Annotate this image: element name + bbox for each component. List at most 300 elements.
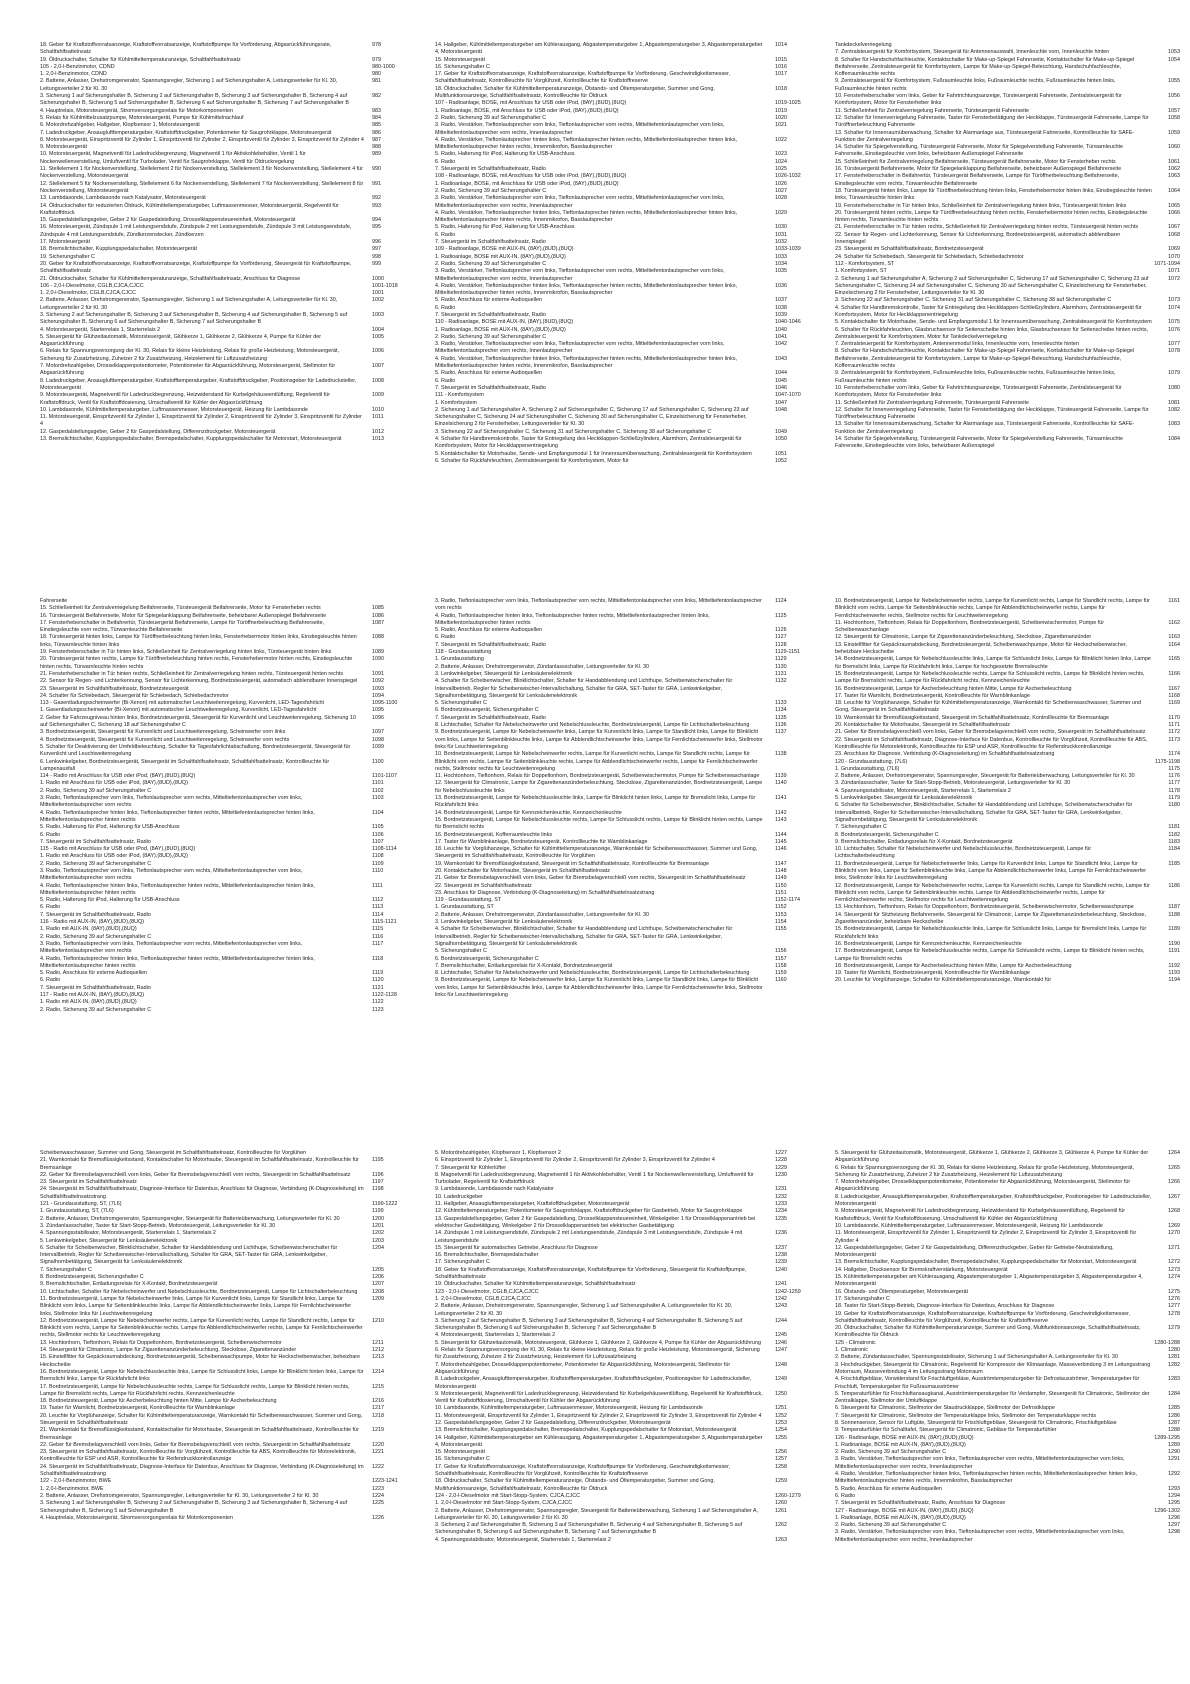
entry-text: 18. Bordnetzsteuergerät, Lampe für Ascherbeleuchtung hinten Mitte, Lampe für Ascherbeleuchtung	[40, 1398, 277, 1405]
entry-page: 1089	[372, 649, 384, 656]
index-entry	[835, 802, 1180, 824]
index-entry	[40, 1267, 406, 1274]
index-entry	[435, 715, 809, 722]
entry-text: 9. Lambdasonde, Lambdasonde nach Katalysator	[435, 1186, 554, 1193]
index-entry	[835, 941, 1180, 948]
entry-page: 1152-1174	[775, 897, 800, 904]
entry-page: 1108-1114	[372, 846, 397, 853]
entry-page: 1281	[1168, 1354, 1180, 1361]
index-entry	[435, 751, 809, 773]
entry-text: 11. Hallgeber, Ansauglufttemperaturgeber, Kraftstoffdruckgeber, Motorsteuergerät	[435, 1201, 630, 1208]
entry-text: 4. Radio, Tieftonlautsprecher hinten links, Tieftonlautsprecher hinten rechts, Mitteltiefentonlautsprecher hinten links, Mitteltiefentonlautsprecher hinten rechts	[40, 882, 315, 896]
entry-page: 1216	[372, 1398, 384, 1405]
entry-page: 1215	[372, 1383, 384, 1390]
entry-page: 1171	[1168, 722, 1180, 729]
entry-text: 9. Bremslichtschalter, Entladungsrelais für X-Kontakt, Bordnetzsteuergerät	[835, 838, 1013, 845]
entry-page: 1126	[775, 627, 787, 634]
entry-page: 1192	[1168, 962, 1180, 969]
entry-page: 1179	[1168, 795, 1180, 802]
index-entry	[435, 904, 809, 911]
index-entry	[40, 861, 406, 868]
index-entry	[835, 795, 1180, 802]
entry-page: 1007	[372, 363, 384, 370]
entry-text: 5. Temperaturfühler für Frischluftansaugkanal, Ausströmtemperaturgeber für Verdampfer, Steuergerät für Climatronic, Stellmotor der Zentralklappe, Stellmotor der Umluftklappe	[835, 1390, 1150, 1405]
entry-page: 1278	[1168, 1310, 1180, 1317]
entry-page: 1035	[775, 268, 787, 275]
entry-page: 995	[372, 224, 381, 231]
index-entry	[435, 451, 809, 458]
entry-page: 1092	[372, 678, 384, 685]
index-entry	[835, 1208, 1180, 1223]
entry-page: 1061	[1168, 158, 1180, 165]
index-entry	[40, 999, 406, 1006]
entry-text: 7. Steuergerät im Schaltfahlfsattelnsatz, Radio	[40, 838, 151, 845]
entry-page: 1200	[372, 1215, 384, 1222]
entry-text: 3. Radio, Verstärker, Tieftonlautsprecher vorn links, Tieftonlautsprecher vorn rechts, Mitteltiefentonlautsprecher vorn links, Mitteltiefentonlautsprecher vorn rechts, Innenlautsprecher	[435, 122, 725, 136]
entry-text: 1. Gasentladungsscheinwerfer (Bi-Xenon) mit automatischer Leuchtweitenregelung, Kurvenlicht, LED-Tagesfahrlicht	[40, 707, 317, 714]
entry-text: 1. Radioanlage, BOSE, mit Anschluss für USB oder iPod, (8AY),(8UD),(8UQ)	[435, 180, 619, 187]
entry-page: 1103	[372, 795, 384, 802]
index-entry	[40, 1230, 406, 1237]
index-entry	[40, 970, 406, 977]
index-column	[835, 1150, 1180, 1670]
entry-page: 1166	[1168, 670, 1180, 677]
entry-page: 1164	[1168, 641, 1180, 648]
index-entry	[435, 341, 809, 356]
index-entry	[435, 846, 809, 861]
entry-page: 1049	[775, 428, 787, 435]
entry-text: 5. Radio, Halterung für iPod, Halterung für USB-Anschluss	[40, 824, 180, 831]
entry-page: 1112	[372, 897, 384, 904]
entry-page: 1036	[775, 282, 787, 289]
entry-page: 1070	[1168, 253, 1180, 260]
entry-text: 15. Steuergerät für automatisches Getriebe, Anschluss für Diagnose	[435, 1244, 598, 1251]
index-entry	[40, 254, 406, 261]
entry-text: Scheibenwaschwasser, Summer und Gong, Steuergerät im Schaltfahlfsattelnsatz, Kontrollleuchte für Vorglühen	[40, 1150, 307, 1156]
entry-page: 1013	[372, 436, 384, 443]
index-entry	[40, 737, 406, 744]
entry-page: 1105	[372, 824, 384, 831]
index-entry	[40, 634, 406, 649]
entry-page: 1026	[775, 180, 787, 187]
entry-text: 19. Fensterheberschalter in Tür hinten links, Schließeinheit für Zentralverriegelung hinten links, Türsteuergerät hinten links	[40, 649, 332, 656]
entry-text: 3. Zündanlassschalter, Taster für Start-Stopp-Betrieb, Motorsteuergerät, Leitungsverteiler für Kl. 30	[40, 1222, 276, 1229]
entry-text: 8. Magnetventil für Ladedruckbegrenzung, Magnetventil 1 für Aktivkohlebehälter, Ventil 1 für Nockenwellenverstellung, Umluftventil für Turbolader, Regelventil für Kraftstoffdruck	[435, 1171, 754, 1186]
entry-page: 1292	[1168, 1471, 1180, 1478]
entry-text: 6. Einspritzventil für Zylinder 1, Einspritzventil für Zylinder 2, Einspritzventil für Zylinder 3, Einspritzventil für Zylinder 4	[435, 1157, 715, 1164]
entry-page: 981	[372, 78, 381, 85]
index-entry	[835, 1223, 1180, 1230]
entry-page: 1253	[775, 1419, 787, 1426]
entry-text: 10. Lambdasonde, Kühlmitteltemperaturgeber, Luftmassenmesser, Motorsteuergerät, Heizung für Lambdasonde	[40, 406, 308, 413]
index-entry	[40, 261, 406, 276]
index-entry	[40, 1179, 406, 1186]
entry-page: 1240	[775, 1266, 787, 1273]
entry-page: 1012	[372, 428, 384, 435]
index-entry	[40, 926, 406, 933]
index-entry	[435, 598, 809, 613]
index-entry	[40, 1369, 406, 1384]
entry-page: 1091	[372, 670, 384, 677]
entry-page: 1043	[775, 355, 787, 362]
entry-page: 1177	[1168, 780, 1180, 787]
index-entry	[435, 385, 809, 392]
entry-text: 19. Öldruckschalter, Schalter für Kühlmitteltemperaturanzeige, Schaltfahlfsattelnsatz	[40, 56, 241, 63]
index-entry	[435, 429, 809, 436]
entry-text: 115 - Radio mit Anschluss für USB oder iPod, (8AY),(8UD),(8UQ)	[40, 846, 196, 853]
index-entry	[435, 773, 809, 780]
index-entry	[835, 224, 1180, 231]
index-entry	[435, 729, 809, 751]
entry-page: 1227	[775, 1150, 787, 1156]
entry-page: 1211	[372, 1339, 384, 1346]
entry-text: 3. Radio, Tieftonlautsprecher vorn links, Tieftonlautsprecher vorn rechts, Mitteltiefentonlautsprecher vorn links, Mitteltiefentonlautsprecher vorn rechts	[40, 940, 303, 955]
entry-text: 5. Radio, Anschluss für externe Audioquellen	[40, 970, 147, 977]
entry-text: 15. Bordnetzsteuergerät, Lampe für Nebelschlussleuchte rechts, Lampe für Schlusslicht rechts, Lampe für Blinklicht hinten rechts, Lampe für Bremslicht rechts, Lampe für Rückfahrlicht rechts, Kennzeichenleuchte	[835, 670, 1145, 685]
index-entry	[435, 817, 809, 832]
index-entry	[435, 926, 809, 948]
entry-text: 5. Motordrehzahlgeber, Klopfsensor 1, Klopfsensor 2	[435, 1150, 561, 1156]
index-entry	[435, 108, 809, 115]
index-entry	[835, 963, 1180, 970]
index-entry	[40, 977, 406, 984]
index-entry	[835, 203, 1180, 210]
entry-text: 8. Motorsteuergerät, Einspritzventil für Zylinder 1, Einspritzventil für Zylinder 2, Einspritzventil für Zylinder 3, Einspritzventil für Zylinder 4	[40, 136, 364, 143]
entry-page: 1121	[372, 984, 384, 991]
index-entry	[835, 144, 1180, 159]
entry-text: 10. Bordnetzsteuergerät, Lampe für Nebelscheinwerfer rechts, Lampe für Kurvenlicht rechts, Lampe für Standlicht rechts, Lampe für Blinklicht vorn rechts, Lampe für Seitenblinkleuchte rechts, Lampe für Abblendlichtscheinwerfer rechts, Lampe für Fernlichtscheinwerfer rechts, Stellmotor rechts für Leuchtweitenregelung	[435, 751, 758, 772]
entry-page: 985	[372, 122, 381, 129]
entry-text: 14. Öldruckschalter für reduzierten Öldruck, Kühlmitteltemperaturgeber, Luftmassenmesser, Motorsteuergerät, Regelventil für Kraftstoffdruck	[40, 202, 339, 216]
entry-text: 18. Öldruckschalter, Schalter für Kühlmitteltemperaturanzeige, Ölstands- und Öltemperaturgeber, Summer und Gong, Multifunktionsanzeige, Schaltfahlfsattelnsatz, Kontrollleuchte für Öldruck	[435, 85, 715, 100]
entry-page: 1025	[775, 166, 787, 173]
index-entry	[835, 1500, 1180, 1507]
entry-page: 1263	[775, 1536, 787, 1543]
index-entry	[835, 108, 1180, 115]
entry-page: 1019-1025	[775, 100, 801, 107]
entry-text: 20. Türsteuergerät hinten rechts, Lampe für Türöffnerbeleuchtung hinten rechts, Fensterhebermotor hinten rechts, Einstiegsleuchte hinten rechts, Türwarnleuchte hinten rechts	[40, 656, 353, 670]
index-entry	[435, 810, 809, 817]
index-entry	[835, 1296, 1180, 1303]
entry-page: 1246	[775, 1339, 787, 1346]
index-entry	[835, 1259, 1180, 1266]
entry-page: 1235	[775, 1215, 787, 1222]
entry-text: 121 - Grundausstattung, ST, (7L6)	[40, 1201, 122, 1208]
entry-text: 9. Motorsteuergerät, Magnetventil für Ladedruckbegrenzung, Heizwiderstand für Kurbelgehäuseentlüftung, Regelventil für Kraftstoffdruck, Ventil für Kraftstoffdosierung, Umschaltventil für Kühler der Abgasrückführung	[835, 1208, 1126, 1222]
entry-text: 1. Grundausstattung, ST	[435, 904, 494, 911]
index-entry	[435, 268, 809, 283]
index-entry	[40, 1405, 406, 1412]
index-entry	[835, 115, 1180, 130]
entry-page: 1045	[775, 377, 787, 384]
entry-text: 3. Lenkwinkelgeber, Steuergerät für Lenksäulenelektronik	[435, 919, 573, 926]
index-entry	[835, 722, 1180, 729]
index-entry	[835, 1391, 1180, 1406]
index-entry	[835, 824, 1180, 831]
entry-text: 6. Steuergerät für Climatronic, Stellmotor der Staudruckklappe, Stellmotor der Defrostklappe	[835, 1405, 1055, 1412]
entry-text: 6. Radio	[835, 1492, 856, 1499]
entry-page: 1250	[775, 1390, 787, 1397]
index-entry	[40, 1486, 406, 1493]
entry-page: 1116	[372, 933, 384, 940]
index-entry	[435, 1500, 809, 1507]
entry-page: 1068	[1168, 231, 1180, 238]
entry-text: 2. Radio, Sicherung 39 auf Sicherungshalter C	[435, 187, 547, 194]
index-entry	[40, 115, 406, 122]
entry-page: 1029	[775, 209, 787, 216]
entry-text: 110 - Radioanlage, BOSE mit AUX-IN, (8AY),(8UD),(8UQ)	[435, 319, 574, 326]
entry-text: 2. Radio, Sicherung 39 auf Sicherungshalter C	[40, 860, 152, 867]
entry-text: 2. Batterie, Anlasser, Drehstromgenerator, Zündanlassschalter, Leitungsverteiler für Kl. 30	[435, 663, 649, 670]
index-entry	[435, 392, 809, 399]
entry-page: 1054	[1168, 56, 1180, 63]
entry-text: 5. Lenkwinkelgeber, Steuergerät für Lenksäulenelektronik	[835, 795, 973, 802]
index-entry	[40, 839, 406, 846]
index-entry	[40, 224, 406, 239]
entry-text: 17. Taster für Warnlicht, Bordnetzsteuergerät, Kontrollleuchte für Warnblinkanlage	[835, 692, 1030, 699]
entry-page: 1277	[1168, 1303, 1180, 1310]
index-entry	[435, 722, 809, 729]
entry-page: 1088	[372, 634, 384, 641]
entry-text: 20. Leuchte für Vorglühanzeige, Schalter für Kühlmitteltemperaturanzeige, Warnkontakt für Scheibenwaschwasser, Summer und Gong, Steuergerät im Schaltfahlfsattelnsatz	[40, 1412, 363, 1426]
index-entry	[40, 1347, 406, 1354]
entry-text: 14. Schalter für Spiegelverstellung, Türsteuergerät Fahrerseite, Motor für Spiegelverstellung Fahrerseite, Türwarnleuchte Fahrerseite, Einstiegsleuchte vorn links, beheizbarer Außenspiegel Fahrerseite	[835, 144, 1124, 158]
index-entry	[835, 210, 1180, 225]
entry-text: 12. Schalter für Innenverriegelung Fahrerseite, Taster für Fensterbetätigung der Heckklappe, Türsteuergerät Fahrerseite, Lampe für Türöffnerbeleuchtung Fahrerseite	[835, 114, 1149, 129]
entry-text: 21. Fensterheberschalter in Tür hinten rechts, Schließeinheit für Zentralverriegelung hinten rechts, Türsteuergerät hinten rechts	[40, 670, 344, 677]
index-entry	[835, 385, 1180, 400]
entry-page: 1017	[775, 71, 787, 78]
entry-page: 1296	[1168, 1514, 1180, 1521]
entry-text: 12. Steuergerät für Climatronic, Lampe für Zigarettenanzünderbeleuchtung, Steckdose, Zigarettenanzünder, Bordnetzsteuergerät, Lampe für Nebelschlussleuchte links	[435, 780, 763, 794]
entry-page: 1095-1100	[372, 700, 398, 707]
entry-page: 1032	[775, 239, 787, 246]
entry-text: 5. Lenkwinkelgeber, Steuergerät für Lenksäulenelektronik	[40, 1237, 178, 1244]
index-entry	[40, 1296, 406, 1318]
entry-text: 21. Geber für Bremsbelagverschleiß vorn links, Geber für Bremsbelagverschleiß vorn rechts, Steuergerät im Schaltfahlfsattelnsatz	[435, 875, 746, 882]
index-entry	[40, 904, 406, 911]
entry-text: 2. Batterie, Anlasser, Drehstromgenerator, Spannungsregler, Steuergerät für Batterieüberwachung, Leitungsverteiler für Kl. 30	[835, 773, 1135, 780]
entry-text: 4. Frischluftgebläse, Vorwiderstand für Frischluftgebläse, Ausströmtemperaturgeber für Defrostausströmer, Temperaturgeber für Frischluft, Temperaturgeber für Fußraumausströmer	[835, 1376, 1140, 1390]
entry-page: 1264	[1168, 1150, 1180, 1156]
index-entry	[835, 883, 1180, 905]
index-entry	[40, 1398, 406, 1405]
entry-text: 7. Steuergerät für Kühlerlüfter	[435, 1164, 507, 1171]
entry-text: 8. Schalter für Handschuhfachleuchte, Kontaktschalter für Make-up-Spiegel Fahrerseite, Kontaktschalter für Make-up-Spiegel Beifahrerseite, Zentralsteuergerät für Komfortsystem, Lampe für Make-up-Spiegel-Beleuchtung, Handschuhfachleuchte, Kofferraumleuchte rechts	[835, 56, 1135, 78]
entry-text: Tankdeckelverriegelung	[835, 42, 892, 48]
entry-text: 1. Radioanlage, BOSE mit AUX-IN, (8AY),(8UD),(8UQ)	[435, 326, 566, 333]
entry-text: 5. Schalter für Deaktivierung der Umfeldbeleuchtung, Schalter für Tagesfahrlichtabschaltung, Bordnetzsteuergerät, Steuergerät für Kurvenlicht und Leuchtweitenregelung	[40, 743, 351, 758]
entry-text: 4. Schalter für Scheibenwischer, Blinklichtschalter, Schalter für Handabblendung und Lichthupe, Scheibenwischerschalter für Intervallbetrieb, Regler für Scheibenwischer-Intervallschaltung, Schalter für GRA, SET-Taster für GRA, Lenkwinkelgeber, Signalhornbetätigung, Steuergerät für Lenksäulenelektronik	[435, 926, 733, 947]
entry-page: 1248	[775, 1361, 787, 1368]
entry-page: 1106	[372, 831, 384, 838]
entry-text: 18. Taster für Start-Stopp-Betrieb, Diagnose-Interface für Datenbus, Anschluss für Diagnose	[835, 1303, 1055, 1310]
index-entry	[435, 224, 809, 231]
entry-page: 1185	[1168, 860, 1180, 867]
index-entry	[40, 71, 406, 78]
index-entry	[835, 261, 1180, 268]
entry-text: 18. Geber für Kraftstoffvorratsanzeige, Kraftstoffvorratsanzeige, Kraftstoffpumpe für Vorförderung, Steuergerät für Kraftstoffpumpe, Schaltfahlfsattelnsatz	[435, 1266, 747, 1281]
entry-text: 4. Spannungsstabilisator, Motorsteuergerät, Starterrelais 1, Starterrelais 2	[40, 1230, 216, 1237]
entry-page: 1202	[372, 1230, 384, 1237]
index-entry	[40, 1464, 406, 1479]
index-entry	[435, 254, 809, 261]
index-entry	[835, 598, 1180, 620]
entry-text: 18. Bordnetzsteuergerät, Lampe für Ascherbeleuchtung hinten Mitte, Lampe für Ascherbeleuchtung	[835, 962, 1072, 969]
entry-page: 1275	[1168, 1288, 1180, 1295]
index-entry	[435, 232, 809, 239]
entry-page: 1231	[775, 1186, 787, 1193]
entry-page: 1030	[775, 224, 787, 231]
index-entry	[835, 1194, 1180, 1209]
entry-text: 4. Bordnetzsteuergerät, Steuergerät für Kurvenlicht und Leuchtweitenregelung, Scheinwerfer vorn rechts	[40, 736, 290, 743]
entry-text: 19. Öldruckschalter, Schalter für Kühlmitteltemperaturanzeige, Schaltfahlfsattelnsatz	[435, 1281, 636, 1288]
index-entry	[835, 686, 1180, 693]
entry-page: 1062	[1168, 166, 1180, 173]
index-entry	[40, 1384, 406, 1399]
index-entry	[835, 173, 1180, 188]
index-entry	[435, 671, 809, 678]
entry-page: 1107	[372, 838, 384, 845]
entry-text: 2. Batterie, Anlasser, Drehstromgenerator, Spannungsregler, Steuergerät für Batterieüberwachung, Leitungsverteiler für Kl. 30	[40, 1215, 340, 1222]
entry-page: 1047	[775, 399, 787, 406]
entry-text: 7. Steuergerät im Schaltfahlfsattelnsatz, Radio	[435, 641, 546, 648]
entry-page: 1019	[775, 107, 787, 114]
entry-page: 1197	[372, 1179, 384, 1186]
entry-text: 10. Fensterheberschalter vorn links, Geber für Fahrtrichtungsanzeige, Türsteuergerät Fahrerseite, Zentralsteuergerät für Komfortsystem, Motor für Fensterheber links	[835, 93, 1122, 107]
entry-page: 988	[372, 144, 381, 151]
index-entry	[435, 1391, 809, 1406]
entry-text: 2. Radio, Sicherung 39 auf Sicherungshalter C	[435, 260, 547, 267]
index-entry	[40, 1500, 406, 1515]
entry-page: 1084	[1168, 436, 1180, 443]
entry-page: 1078	[1168, 348, 1180, 355]
entry-text: 2. Sicherung 1 auf Sicherungshalter A, Sicherung 2 auf Sicherungshalter C, Sicherung 17 auf Sicherungshalter C, Sicherung 23 auf Sicherungshalter C, Sicherung 24 auf Sicherungshalter C, Sicherung 30 auf Sicherungshalter C, Einzelsicherung für Fensterheber, Einzelsicherung 2 für Fensterheber, Leitungsverteiler für Kl. 30	[435, 406, 749, 428]
index-entry	[40, 64, 406, 71]
index-entry	[435, 188, 809, 195]
entry-page: 1269	[1168, 1222, 1180, 1229]
entry-text: 16. Bordnetzsteuergerät, Lampe für Ascherbeleuchtung hinten Mitte, Lampe für Ascherbeleuchtung	[835, 685, 1072, 692]
entry-text: 6. Schalter für Rückfahrleuchten, Glasbruchsensor für Seitenscheibe hinten links, Glasbruchsensor für Seitenscheibe hinten rechts, Zentralsteuergerät für Komfortsystem, Motor für Tankdeckelverriegelung	[835, 326, 1149, 340]
entry-text: 4. Radio, Verstärker, Tieftonlautsprecher hinten links, Tieftonlautsprecher hinten rechts, Mitteltiefentonlautsprecher hinten links, Mitteltiefentonlautsprecher hinten rechts, Innenmikrofon, Basslautsprecher	[435, 136, 738, 151]
index-entry	[435, 613, 809, 628]
entry-page: 1205	[372, 1266, 384, 1273]
entry-page: 1259	[775, 1478, 787, 1485]
index-entry	[435, 1267, 809, 1282]
index-entry	[40, 1274, 406, 1281]
entry-text: 3. Sicherung 22 auf Sicherungshalter C, Sicherung 31 auf Sicherungshalter C, Sicherung 38 auf Sicherungshalter C	[435, 428, 712, 435]
index-entry	[435, 795, 809, 810]
entry-text: 1. 2,0-l-Dieselmotor, CGLB,CJCA,CJCC	[435, 1295, 531, 1302]
entry-page: 998	[372, 253, 381, 260]
entry-page: 1283	[1168, 1376, 1180, 1383]
entry-page: 1207	[372, 1281, 384, 1288]
entry-text: 2. Batterie, Anlasser, Drehstromgenerator, Spannungsregler, Steuergerät für Batterieüberwachung, Sicherung 1 auf Sicherungshalter A, Leitungsverteiler für Kl. 30, Leitungsverteiler 2 für Kl. 30	[435, 1507, 759, 1521]
entry-page: 1125	[775, 612, 787, 619]
index-entry	[435, 1347, 809, 1362]
index-entry	[40, 773, 406, 780]
index-entry	[40, 122, 406, 129]
entry-text: 124 - 2,0-l-Dieselmotor mit Start-Stopp-System, CJCA,CJCC	[435, 1492, 580, 1499]
entry-text: 1. Grundausstattung, ST, (7L6)	[40, 1208, 114, 1215]
entry-text: 6. Relais für Spannungsversorgung der Kl. 30, Relais für kleine Heizleistung, Relais für große Heizleistung, Motorsteuergerät, Sicherung für Zusatzheizung, Zuheizer 2 für Zusatzheizung, Heizelement für Luftzusatzheizung	[40, 348, 340, 362]
index-entry	[435, 839, 809, 846]
index-entry	[40, 1186, 406, 1201]
entry-page: 1146	[775, 846, 787, 853]
entry-page: 1268	[1168, 1208, 1180, 1215]
entry-text: 19. Taster für Warnlicht, Bordnetzsteuergerät, Kontrollleuchte für Warnblinkanlage	[40, 1405, 235, 1412]
index-entry	[835, 1449, 1180, 1456]
index-entry	[435, 1362, 809, 1377]
index-entry	[435, 1478, 809, 1493]
index-entry	[435, 1340, 809, 1347]
entry-page: 1102	[372, 787, 384, 794]
entry-text: 13. Lambdasonde, Lambdasonde nach Katalysator, Motorsteuergerät	[40, 195, 206, 202]
index-column	[435, 1150, 809, 1670]
entry-page: 1006	[372, 348, 384, 355]
entry-text: 22. Sensor für Regen- und Lichterkennung, Sensor für Lichterkennung, Bordnetzsteuergerät, automatisch abblendbarer Innenspiegel	[40, 678, 358, 685]
entry-text: 7. Steuergerät für Climatronic, Stellmotor der Temperaturklappe links, Stellmotor der Temperaturklappe rechts	[835, 1412, 1097, 1419]
entry-text: 3. Radio, Verstärker, Tieftonlautsprecher vorn links, Tieftonlautsprecher vorn rechts, Mitteltiefentonlautsprecher vorn links, Mitteltiefentonlautsprecher vorn rechts, Innenlautsprecher	[435, 341, 725, 355]
entry-page: 1225	[372, 1500, 384, 1507]
entry-page: 991	[372, 180, 381, 187]
index-entry	[435, 458, 809, 465]
entry-page: 1122	[372, 999, 384, 1006]
entry-page: 1113	[372, 904, 384, 911]
entry-page: 1260	[775, 1500, 787, 1507]
index-entry	[435, 1522, 809, 1537]
index-entry	[40, 1216, 406, 1223]
entry-page: 1210	[372, 1317, 384, 1324]
entry-text: 3. Sicherung 22 auf Sicherungshalter C, Sicherung 31 auf Sicherungshalter C, Sicherung 38 auf Sicherungshalter C	[835, 297, 1112, 304]
entry-text: 14. Bordnetzsteuergerät, Lampe für Kennzeichenleuchte, Kennzeichenleuchte	[435, 809, 622, 816]
index-entry	[40, 78, 406, 93]
index-entry	[835, 1376, 1180, 1391]
entry-text: 17. Bordnetzsteuergerät, Lampe für Nebelschlussleuchte rechts, Lampe für Schlusslicht rechts, Lampe für Blinklicht hinten rechts, Lampe für Bremslicht rechts, Lampe für Rückfahrlicht rechts, Kennzeichenleuchte	[40, 1383, 350, 1397]
index-entry	[435, 919, 809, 926]
entry-text: 3. Radio, Verstärker, Tieftonlautsprecher vorn links, Tieftonlautsprecher vorn rechts, Mitteltiefentonlautsprecher vorn links, Mitteltiefentonlautsprecher vorn rechts, Innenlautsprecher	[435, 195, 725, 209]
index-entry	[435, 261, 809, 268]
index-entry	[435, 1201, 809, 1208]
entry-text: 3. Radio, Tieftonlautsprecher vorn links, Tieftonlautsprecher vorn rechts, Mitteltiefentonlautsprecher vorn links, Mitteltiefentonlautsprecher vorn rechts	[40, 795, 303, 809]
index-entry	[835, 166, 1180, 173]
entry-text: 8. Lichtschalter, Schalter für Nebelscheinwerfer und Nebelschlussleuchte, Bordnetzsteuergerät, Lampe für Lichtschalterbeleuchtung	[435, 722, 750, 729]
entry-page: 1096	[372, 714, 384, 721]
index-entry	[435, 1464, 809, 1479]
entry-page: 1245	[775, 1332, 787, 1339]
index-entry	[835, 400, 1180, 407]
entry-page: 1190	[1168, 940, 1180, 947]
entry-text: 4. Schalter für Handbremskontrolle, Taster für Entriegelung des Heckklappen-Schließzylinders, Alarmhorn, Zentralsteuergerät für Komfortsystem, Motor für Heckklappenentriegelung	[835, 304, 1142, 318]
entry-page: 982	[372, 93, 381, 100]
entry-text: 12. Gaspedalstellungsgeber, Geber 2 für Gaspedalstellung, Differenzdruckgeber, Geber für Getriebe-Neutralstellung, Motorsteuergerät	[835, 1244, 1114, 1259]
index-column	[835, 598, 1180, 1118]
entry-page: 978	[372, 42, 381, 48]
entry-text: 4. Radio, Tieftonlautsprecher hinten links, Tieftonlautsprecher hinten rechts, Mitteltiefentonlautsprecher hinten links, Mitteltiefentonlautsprecher hinten rechts	[40, 955, 315, 969]
entry-text: 8. Lichtschalter, Schalter für Nebelscheinwerfer und Nebelschlussleuchte, Bordnetzsteuergerät, Lampe für Lichtschalterbeleuchtung	[435, 970, 750, 977]
entry-text: 20. Geber für Kraftstoffvorratsanzeige, Kraftstoffvorratsanzeige, Kraftstoffpumpe für Vorförderung, Steuergerät für Kraftstoffpumpe, Schaltfahlfsattelnsatz	[40, 260, 352, 275]
index-entry	[835, 642, 1180, 657]
entry-text: 109 - Radioanlage, BOSE mit AUX-IN, (8AY),(8UD),(8UQ)	[435, 246, 574, 253]
entry-page: 1090	[372, 656, 384, 663]
index-entry	[835, 832, 1180, 839]
index-entry	[835, 788, 1180, 795]
entry-page: 1055	[1168, 78, 1180, 85]
entry-text: 5. Radio, Anschluss für externe Audioquellen	[435, 297, 542, 304]
entry-page: 1115-1121	[372, 919, 397, 926]
entry-page: 1244	[775, 1317, 787, 1324]
index-entry	[835, 1405, 1180, 1412]
